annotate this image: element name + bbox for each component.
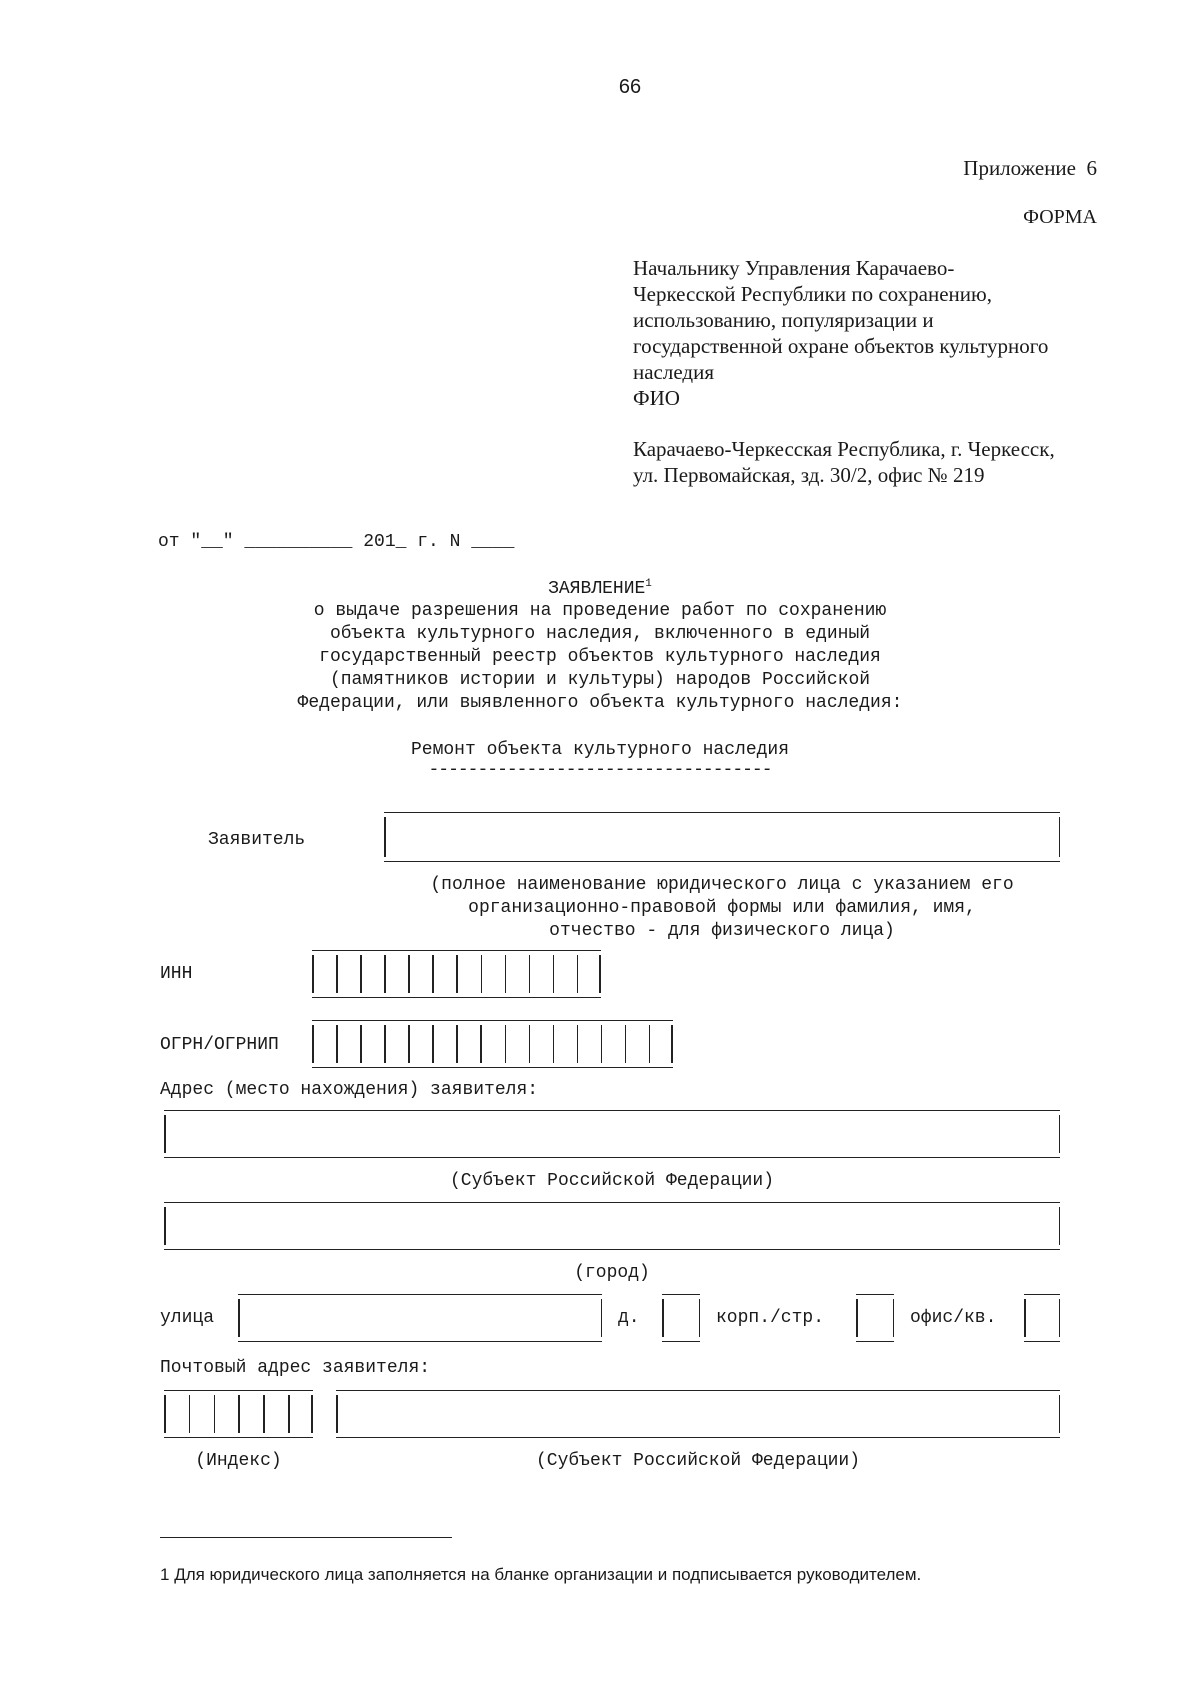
- postal-region-input[interactable]: [336, 1390, 1060, 1438]
- application-title-text: ЗАЯВЛЕНИЕ: [548, 579, 646, 599]
- applicant-label: Заявитель: [208, 830, 306, 850]
- ogrn-digit-cell[interactable]: [456, 1021, 480, 1067]
- inn-digit-cell[interactable]: [553, 951, 577, 997]
- index-digit-cell[interactable]: [238, 1391, 263, 1437]
- postal-index-input[interactable]: [164, 1390, 313, 1438]
- ogrn-digit-cell[interactable]: [408, 1021, 432, 1067]
- inn-digit-cell[interactable]: [529, 951, 553, 997]
- addressee-line: Начальнику Управления Карачаево-: [633, 256, 955, 280]
- ogrn-digit-cell[interactable]: [480, 1021, 504, 1067]
- building-label: корп./стр.: [716, 1308, 825, 1328]
- index-digit-cell[interactable]: [214, 1391, 239, 1437]
- city-input[interactable]: [164, 1202, 1060, 1250]
- inn-digit-cell[interactable]: [577, 951, 601, 997]
- inn-digit-cell[interactable]: [505, 951, 529, 997]
- addressee-line: Черкесской Республики по сохранению,: [633, 282, 992, 306]
- address-line: Карачаево-Черкесская Республика, г. Черкесск,: [633, 437, 1055, 461]
- ogrn-digit-cell[interactable]: [384, 1021, 408, 1067]
- ogrn-digit-cell[interactable]: [360, 1021, 384, 1067]
- appendix-label: Приложение 6: [963, 156, 1097, 180]
- ogrn-digit-cell[interactable]: [432, 1021, 456, 1067]
- address-heading: Адрес (место нахождения) заявителя:: [160, 1080, 539, 1100]
- ogrn-label: ОГРН/ОГРНИП: [160, 1035, 279, 1055]
- ogrn-input[interactable]: [312, 1020, 673, 1068]
- form-label: ФОРМА: [1023, 206, 1097, 228]
- office-input[interactable]: [1024, 1294, 1060, 1342]
- house-input[interactable]: [662, 1294, 700, 1342]
- ogrn-digit-cell[interactable]: [312, 1021, 336, 1067]
- address-line: ул. Первомайская, зд. 30/2, офис № 219: [633, 463, 985, 487]
- applicant-note: [384, 874, 1060, 943]
- footnote-text: Для юридического лица заполняется на бланке организации и подписывается руководителем.: [169, 1565, 922, 1584]
- ogrn-digit-cell[interactable]: [577, 1021, 601, 1067]
- house-label: д.: [618, 1308, 640, 1328]
- inn-digit-cell[interactable]: [408, 951, 432, 997]
- work-type: Ремонт объекта культурного наследия: [410, 740, 790, 760]
- ogrn-digit-cell[interactable]: [625, 1021, 649, 1067]
- inn-digit-cell[interactable]: [384, 951, 408, 997]
- address-block: [633, 436, 1133, 488]
- ogrn-digit-cell[interactable]: [601, 1021, 625, 1067]
- index-digit-cell[interactable]: [189, 1391, 214, 1437]
- inn-label: ИНН: [160, 964, 193, 984]
- application-title: [0, 578, 1200, 599]
- applicant-input[interactable]: [384, 812, 1060, 862]
- addressee-line: наследия: [633, 360, 714, 384]
- index-digit-cell[interactable]: [288, 1391, 313, 1437]
- office-label: офис/кв.: [910, 1308, 997, 1328]
- subject-line: Федерации, или выявленного объекта культурного наследия:: [297, 693, 903, 713]
- index-note: (Индекс): [195, 1451, 282, 1471]
- postal-region-note: (Субъект Российской Федерации): [535, 1451, 861, 1471]
- date-number-line: от "__" __________ 201_ г. N ____: [158, 532, 515, 552]
- applicant-note-line: организационно-правовой формы или фамилия, имя,: [468, 898, 976, 918]
- footnote-reference: 1: [645, 578, 652, 590]
- index-digit-cell[interactable]: [164, 1391, 189, 1437]
- building-input[interactable]: [856, 1294, 894, 1342]
- ogrn-digit-cell[interactable]: [505, 1021, 529, 1067]
- ogrn-digit-cell[interactable]: [553, 1021, 577, 1067]
- street-label: улица: [160, 1308, 215, 1328]
- inn-digit-cell[interactable]: [336, 951, 360, 997]
- addressee-line: использованию, популяризации и: [633, 308, 934, 332]
- subject-line: (памятников истории и культуры) народов Российской: [329, 670, 871, 690]
- city-note: (город): [574, 1263, 650, 1283]
- inn-input[interactable]: [312, 950, 601, 998]
- inn-digit-cell[interactable]: [456, 951, 480, 997]
- street-input[interactable]: [238, 1294, 602, 1342]
- inn-digit-cell[interactable]: [481, 951, 505, 997]
- subject-line: государственный реестр объектов культурного наследия: [319, 647, 881, 667]
- work-type-underline: -----------------------------------: [428, 760, 772, 780]
- index-digit-cell[interactable]: [263, 1391, 288, 1437]
- application-subject: [0, 600, 1200, 715]
- region-note: (Субъект Российской Федерации): [449, 1171, 775, 1191]
- region-input[interactable]: [164, 1110, 1060, 1158]
- ogrn-digit-cell[interactable]: [336, 1021, 360, 1067]
- page-number: 66: [618, 76, 642, 98]
- addressee-block: [633, 255, 1123, 411]
- ogrn-digit-cell[interactable]: [649, 1021, 673, 1067]
- inn-digit-cell[interactable]: [432, 951, 456, 997]
- footnote-marker: 1: [160, 1565, 170, 1584]
- postal-heading: Почтовый адрес заявителя:: [160, 1358, 431, 1378]
- addressee-name: ФИО: [633, 386, 680, 410]
- applicant-note-line: (полное наименование юридического лица с указанием его: [430, 875, 1014, 895]
- subject-line: о выдаче разрешения на проведение работ по сохранению: [313, 601, 887, 621]
- ogrn-digit-cell[interactable]: [529, 1021, 553, 1067]
- inn-digit-cell[interactable]: [360, 951, 384, 997]
- addressee-line: государственной охране объектов культурного: [633, 334, 1049, 358]
- inn-digit-cell[interactable]: [312, 951, 336, 997]
- applicant-note-line: отчество - для физического лица): [549, 921, 895, 941]
- subject-line: объекта культурного наследия, включенного в единый: [329, 624, 871, 644]
- footnote-divider: [160, 1537, 452, 1538]
- footnote: [160, 1565, 921, 1585]
